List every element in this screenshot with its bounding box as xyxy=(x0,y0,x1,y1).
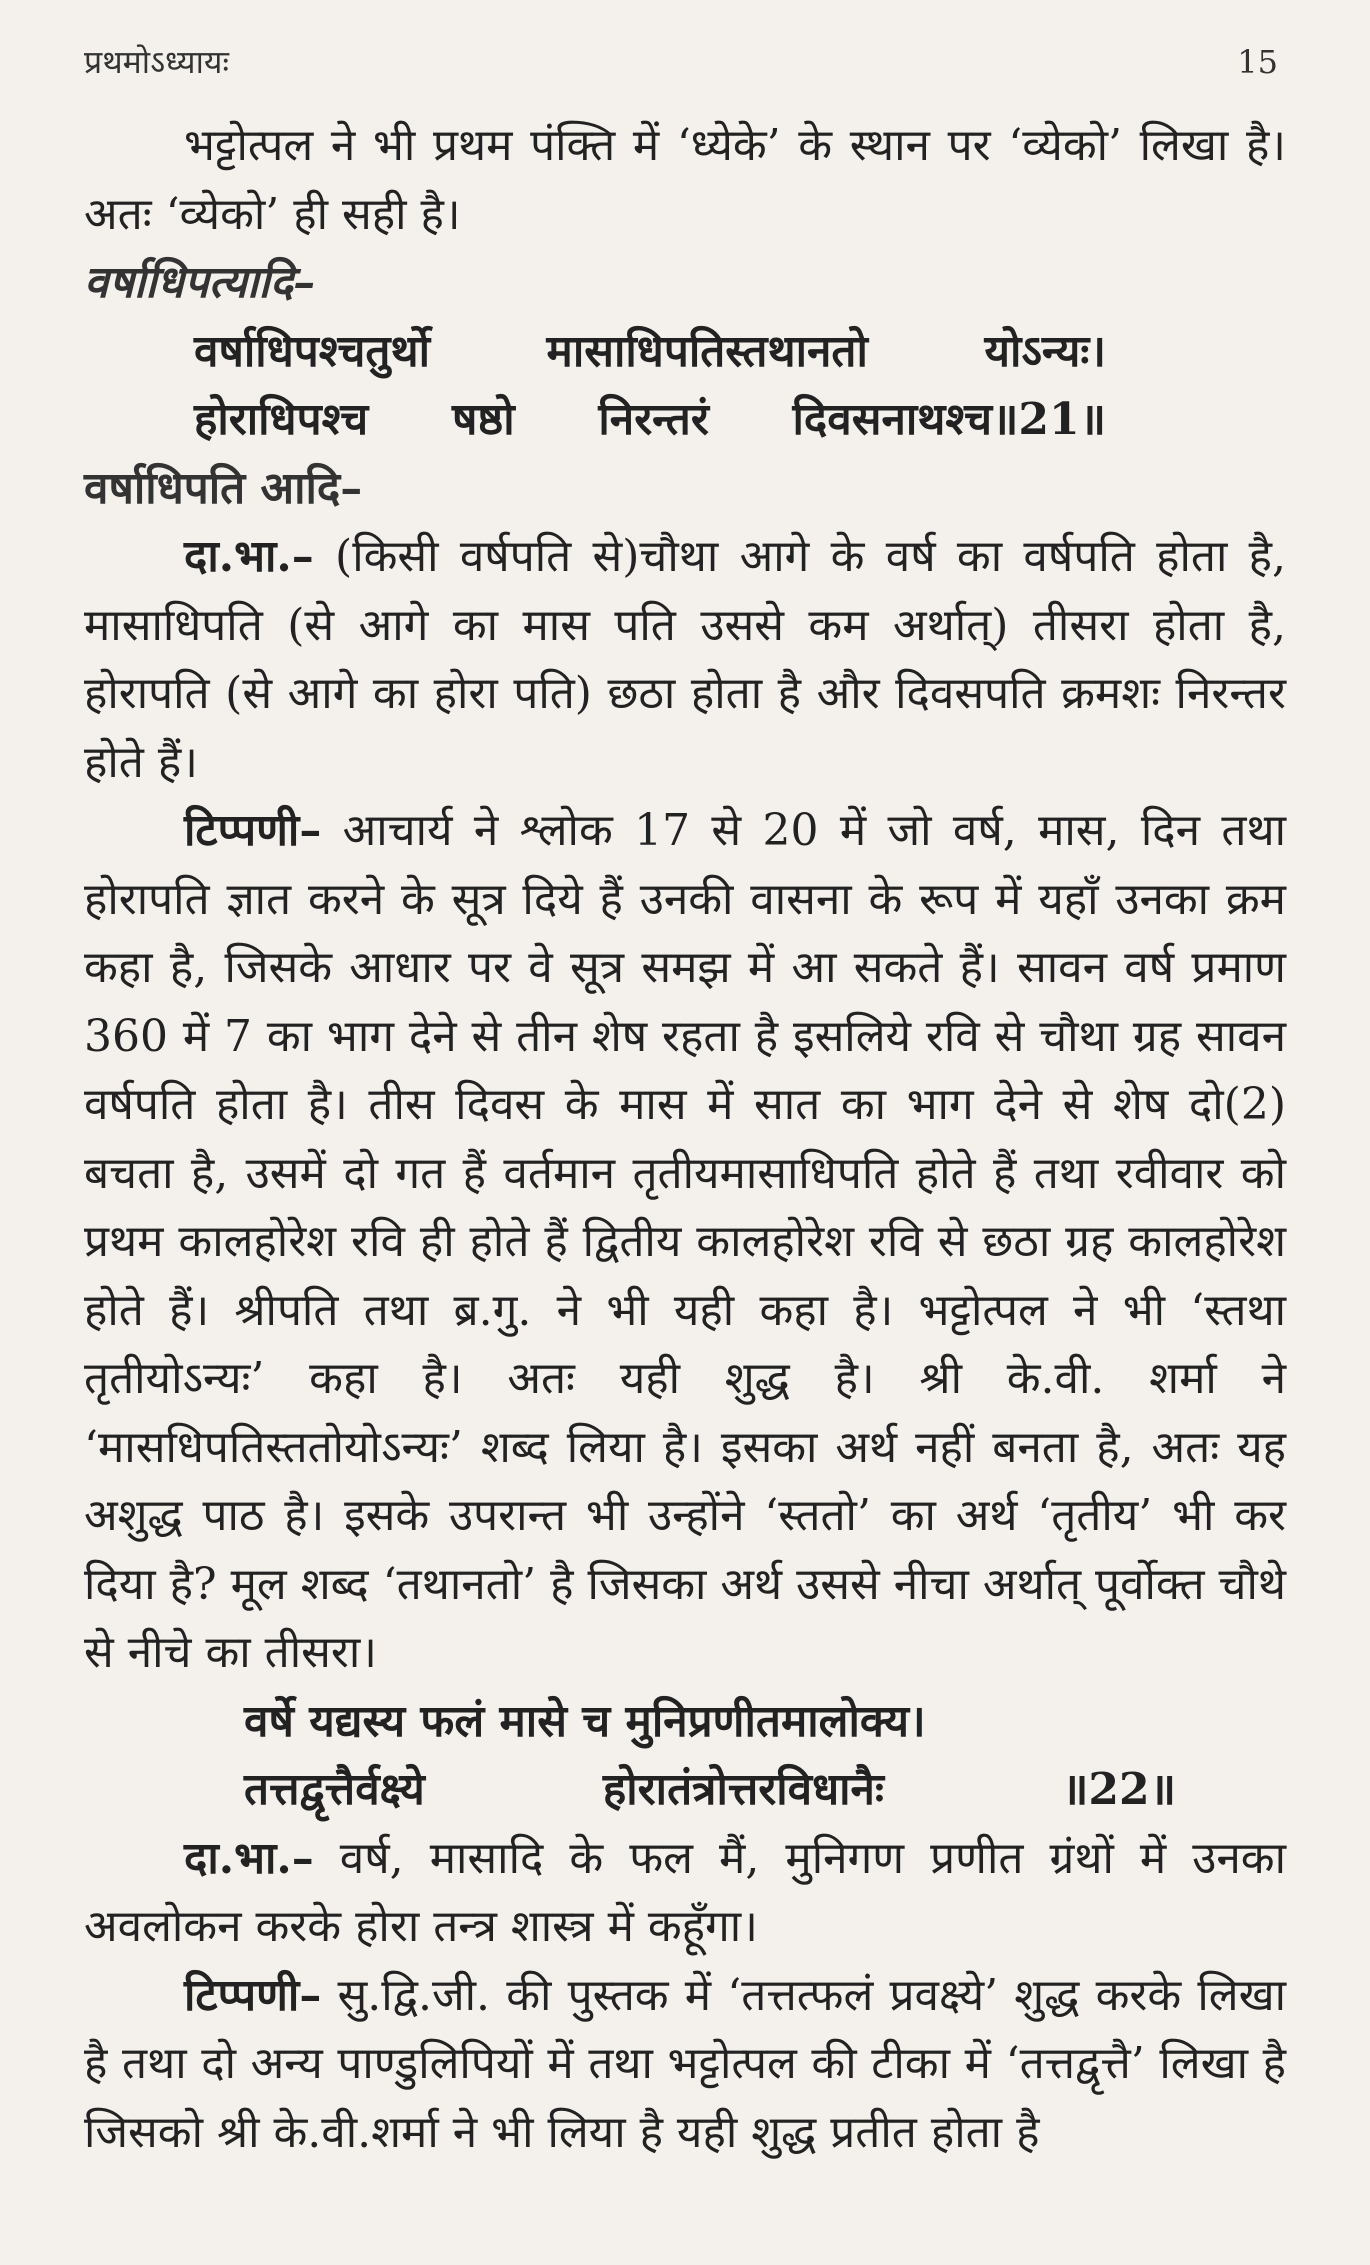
commentary-text: वर्ष, मासादि के फल मैं, मुनिगण प्रणीत ग्रंथों में उनका अवलोकन करके होरा तन्त्र शास्त्र में कहूँगा। xyxy=(84,1832,1286,1952)
paragraph-2 xyxy=(84,523,1286,797)
verse-22-line-2 xyxy=(244,1756,1176,1825)
running-header xyxy=(84,40,1286,92)
commentary-label: दा.भा.– xyxy=(184,531,314,582)
verse-word: होराधिपश्च xyxy=(194,394,369,445)
verse-word: ॥22॥ xyxy=(1062,1764,1176,1815)
chapter-title: प्रथमोऽध्यायः xyxy=(84,43,229,81)
verse-21 xyxy=(84,318,1286,455)
section-heading-hindi: वर्षाधिपति आदि– xyxy=(84,462,363,514)
section-heading-sanskrit: वर्षाधिपत्यादि– xyxy=(84,257,316,308)
verse-word: वर्षाधिपश्चतुर्थो xyxy=(194,325,430,377)
note-text: आचार्य ने श्लोक 17 से 20 में जो वर्ष, मास, दिन तथा होरापति ज्ञात करने के सूत्र दिये हैं उनकी वासना के रूप में यहाँ उनका क्रम कहा है, जिसके आधार पर वे सूत्र समझ में आ सकते हैं। सावन वर्ष प्रमाण 360 में 7 का भाग देने से तीन शेष रहता है इसलिये रवि से चौथा ग्रह सावन वर्षपति होता है। तीस दिवस के मास में सात का भाग देने से शेष दो(2) बचता है, उसमें दो गत हैं वर्तमान तृतीयमासाधिपति होते हैं तथा रवीवार को प्रथम कालहोरेश रवि ही होते हैं द्वितीय कालहोरेश रवि से छठा ग्रह कालहोरेश होते हैं। श्रीपति तथा ब्र.गु. ने भी यही कहा है। भट्टोत्पल ने भी ‘स्तथा तृतीयोऽन्यः’ कहा है। अतः यही शुद्ध है। श्री के.वी. शर्मा ने ‘मासधिपतिस्ततोयोऽन्यः’ शब्द लिया है। इसका अर्थ नहीं बनता है, अतः यह अशुद्ध पाठ है। इसके उपरान्त भी उन्होंने ‘स्ततो’ का अर्थ ‘तृतीय’ भी कर दिया है? मूल शब्द ‘तथानतो’ है जिसका अर्थ उससे नीचा अर्थात् पूर्वोक्त चौथे से नीचे का तीसरा। xyxy=(84,805,1287,1678)
page-body xyxy=(84,112,1286,2167)
verse-word: तत्तद्वृत्तैर्वक्ष्ये xyxy=(244,1764,425,1815)
verse-word: दिवसनाथश्च॥21॥ xyxy=(792,394,1106,445)
commentary-text: (किसी वर्षपति से)चौथा आगे के वर्ष का वर्षपति होता है, मासाधिपति (से आगे का मास पति उससे कम अर्थात्) तीसरा होता है, होरापति (से आगे का होरा पति) छठा होता है और दिवसपति क्रमशः निरन्तर होते हैं। xyxy=(84,531,1286,788)
verse-22-line-1: वर्षे यद्यस्य फलं मासे च मुनिप्रणीतमालोक्य। xyxy=(244,1695,926,1747)
verse-word: योऽन्यः। xyxy=(984,325,1106,377)
paragraph-4 xyxy=(84,1825,1286,1962)
verse-22 xyxy=(84,1688,1286,1825)
note-label: टिप्पणी– xyxy=(184,1969,322,2021)
page-number: 15 xyxy=(1237,43,1278,81)
paragraph-3 xyxy=(84,797,1286,1688)
note-label: टिप्पणी– xyxy=(184,805,322,856)
verse-word: निरन्तरं xyxy=(598,394,709,445)
commentary-label: दा.भा.– xyxy=(184,1832,314,1884)
verse-word: षष्ठो xyxy=(451,394,515,445)
note-text: सु.द्वि.जी. की पुस्तक में ‘तत्तत्फलं प्रवक्ष्ये’ शुद्ध करके लिखा है तथा दो अन्य पाण्डुलिपियों में तथा भट्टोत्पल की टीका में ‘तत्तद्वृत्तै’ लिखा है जिसको श्री के.वी.शर्मा ने भी लिया है यही शुद्ध प्रतीत होता है xyxy=(84,1969,1286,2158)
verse-word: होरातंत्रोत्तरविधानैः xyxy=(602,1764,884,1815)
paragraph-5 xyxy=(84,1962,1286,2168)
verse-21-line-1 xyxy=(194,318,1106,387)
verse-word: मासाधिपतिस्तथानतो xyxy=(546,325,868,377)
paragraph-1: भट्टोत्पल ने भी प्रथम पंक्ति में ‘ध्येके’ के स्थान पर ‘व्येको’ लिखा है। अतः ‘व्येको’ ही सही है। xyxy=(84,120,1286,240)
verse-21-line-2 xyxy=(194,386,1106,455)
